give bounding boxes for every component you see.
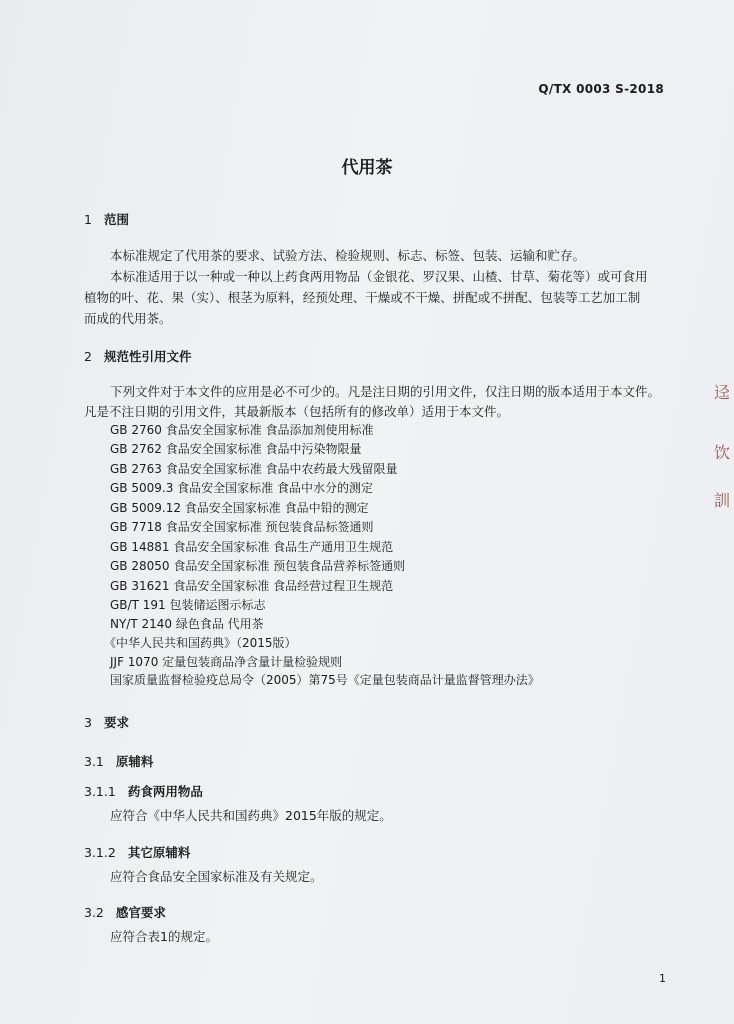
reference-item: GB 2763 食品安全国家标准 食品中农药最大残留限量 bbox=[110, 462, 398, 476]
subsection-title: 原辅料 bbox=[115, 754, 154, 769]
subsection-number: 3.1 bbox=[84, 754, 104, 769]
section-3-heading bbox=[84, 713, 129, 731]
subsection-title: 药食两用物品 bbox=[127, 784, 203, 799]
margin-stamp-mark: 饮 bbox=[714, 443, 731, 462]
paragraph-line: 应符合表1的规定。 bbox=[110, 929, 218, 944]
paragraph-line: 而成的代用茶。 bbox=[84, 311, 172, 326]
reference-item: GB 14881 食品安全国家标准 食品生产通用卫生规范 bbox=[110, 540, 394, 554]
subsection-number: 3.2 bbox=[84, 905, 104, 920]
paragraph-line: 本标准规定了代用茶的要求、试验方法、检验规则、标志、标签、包装、运输和贮存。 bbox=[110, 248, 586, 263]
paragraph-line: 凡是不注日期的引用文件，其最新版本（包括所有的修改单）适用于本文件。 bbox=[84, 404, 510, 419]
reference-item: 《中华人民共和国药典》（2015版） bbox=[104, 636, 297, 650]
subsection-number: 3.1.1 bbox=[84, 784, 116, 799]
section-2-heading bbox=[84, 347, 191, 365]
reference-item: 国家质量监督检验疫总局令（2005）第75号《定量包装商品计量监督管理办法》 bbox=[110, 673, 540, 687]
reference-item: NY/T 2140 绿色食品 代用茶 bbox=[110, 617, 264, 631]
reference-item: GB/T 191 包装储运图示标志 bbox=[110, 598, 266, 612]
reference-item: GB 7718 食品安全国家标准 预包装食品标签通则 bbox=[110, 520, 374, 534]
margin-stamp-mark: 迳 bbox=[714, 383, 731, 402]
section-title: 要求 bbox=[103, 715, 129, 730]
paragraph-line: 下列文件对于本文件的应用是必不可少的。凡是注日期的引用文件，仅注日期的版本适用于本文件。 bbox=[110, 384, 661, 399]
subsection-3-1-heading bbox=[84, 752, 153, 770]
reference-item: GB 31621 食品安全国家标准 食品经营过程卫生规范 bbox=[110, 579, 394, 593]
reference-item: JJF 1070 定量包装商品净含量计量检验规则 bbox=[110, 655, 343, 669]
section-1-heading bbox=[84, 210, 129, 228]
section-title: 规范性引用文件 bbox=[103, 349, 192, 364]
page-number: 1 bbox=[659, 972, 666, 985]
subsection-3-1-1-heading bbox=[84, 782, 203, 800]
paragraph-line: 应符合食品安全国家标准及有关规定。 bbox=[110, 869, 323, 884]
reference-item: GB 28050 食品安全国家标准 预包装食品营养标签通则 bbox=[110, 559, 406, 573]
paragraph-line: 植物的叶、花、果（实）、根茎为原料，经预处理、干燥或不干燥、拼配或不拼配、包装等工艺加工制 bbox=[84, 290, 641, 305]
subsection-number: 3.1.2 bbox=[84, 845, 116, 860]
section-number: 2 bbox=[84, 349, 92, 364]
reference-item: GB 5009.3 食品安全国家标准 食品中水分的测定 bbox=[110, 481, 373, 495]
subsection-title: 感官要求 bbox=[115, 905, 166, 920]
reference-item: GB 2762 食品安全国家标准 食品中污染物限量 bbox=[110, 442, 362, 456]
subsection-3-1-2-heading bbox=[84, 843, 190, 861]
reference-item: GB 2760 食品安全国家标准 食品添加剂使用标准 bbox=[110, 423, 374, 437]
subsection-3-2-heading bbox=[84, 903, 166, 921]
document-title: 代用茶 bbox=[341, 158, 393, 178]
margin-stamp-mark: 訓 bbox=[714, 491, 731, 510]
section-number: 3 bbox=[84, 715, 92, 730]
reference-item: GB 5009.12 食品安全国家标准 食品中铅的测定 bbox=[110, 501, 369, 515]
section-title: 范围 bbox=[103, 212, 129, 227]
document-code: Q/TX 0003 S-2018 bbox=[538, 82, 664, 96]
paragraph-line: 应符合《中华人民共和国药典》2015年版的规定。 bbox=[110, 808, 392, 823]
paragraph-line: 本标准适用于以一种或一种以上药食两用物品（金银花、罗汉果、山楂、甘草、菊花等）或可食用 bbox=[110, 269, 648, 284]
subsection-title: 其它原辅料 bbox=[127, 845, 191, 860]
section-number: 1 bbox=[84, 212, 92, 227]
